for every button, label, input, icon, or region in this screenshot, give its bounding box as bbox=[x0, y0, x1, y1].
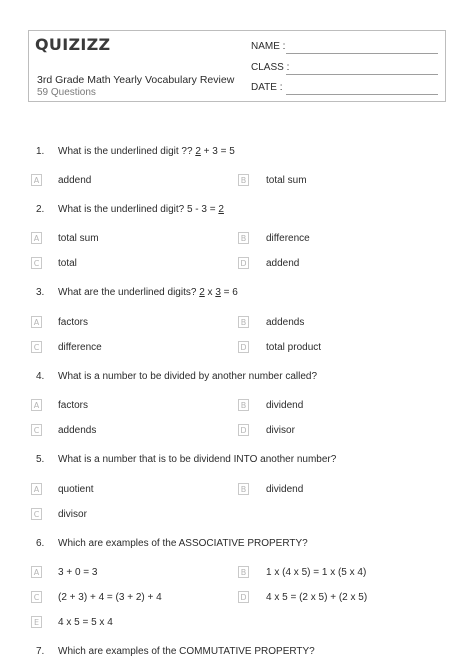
option-text: dividend bbox=[266, 400, 304, 411]
option-text: (2 + 3) + 4 = (3 + 2) + 4 bbox=[58, 592, 162, 603]
option-text: difference bbox=[58, 342, 102, 353]
question-number: 3. bbox=[36, 287, 45, 298]
question-text: What is a number to be divided by another number called? bbox=[58, 371, 318, 382]
option-letter-box[interactable]: B bbox=[238, 566, 249, 578]
class-field[interactable] bbox=[286, 74, 438, 75]
option-text: 4 x 5 = (2 x 5) + (2 x 5) bbox=[266, 592, 368, 603]
option-letter-box[interactable]: B bbox=[238, 174, 249, 186]
option-letter-box[interactable]: B bbox=[238, 483, 249, 495]
question-number: 1. bbox=[36, 146, 45, 157]
question-number: 6. bbox=[36, 538, 45, 549]
option-letter-box[interactable]: E bbox=[31, 616, 42, 628]
question-text: What are the underlined digits? 2 x 3 = 6 bbox=[58, 287, 238, 298]
option-text: difference bbox=[266, 233, 310, 244]
option-letter-box[interactable]: A bbox=[31, 399, 42, 411]
option-letter-box[interactable]: D bbox=[238, 424, 249, 436]
option-letter-box[interactable]: A bbox=[31, 174, 42, 186]
option-text: divisor bbox=[266, 425, 295, 436]
question-number: 4. bbox=[36, 371, 45, 382]
date-field[interactable] bbox=[286, 94, 438, 95]
option-text: dividend bbox=[266, 484, 304, 495]
option-text: factors bbox=[58, 400, 89, 411]
option-letter-box[interactable]: C bbox=[31, 424, 42, 436]
worksheet-title: 3rd Grade Math Yearly Vocabulary Review bbox=[37, 74, 235, 86]
option-text: addends bbox=[266, 317, 305, 328]
option-letter-box[interactable]: B bbox=[238, 232, 249, 244]
question-text: Which are examples of the ASSOCIATIVE PROPERTY? bbox=[58, 538, 308, 549]
option-letter-box[interactable]: A bbox=[31, 566, 42, 578]
option-letter-box[interactable]: D bbox=[238, 257, 249, 269]
name-label: NAME : bbox=[251, 41, 286, 52]
option-text: addends bbox=[58, 425, 97, 436]
question-text: What is the underlined digit? 5 - 3 = 2 bbox=[58, 204, 224, 215]
option-text: 3 + 0 = 3 bbox=[58, 567, 98, 578]
option-text: addend bbox=[266, 258, 300, 269]
date-label: DATE : bbox=[251, 82, 283, 93]
option-letter-box[interactable]: B bbox=[238, 399, 249, 411]
option-text: addend bbox=[58, 175, 92, 186]
option-letter-box[interactable]: A bbox=[31, 232, 42, 244]
quizizz-logo: QUIZIZZ bbox=[35, 35, 111, 54]
question-text: What is a number that is to be dividend INTO another number? bbox=[58, 454, 337, 465]
option-letter-box[interactable]: B bbox=[238, 316, 249, 328]
option-text: total sum bbox=[266, 175, 307, 186]
option-letter-box[interactable]: C bbox=[31, 591, 42, 603]
option-text: 4 x 5 = 5 x 4 bbox=[58, 617, 113, 628]
option-letter-box[interactable]: C bbox=[31, 341, 42, 353]
question-number: 5. bbox=[36, 454, 45, 465]
option-letter-box[interactable]: D bbox=[238, 591, 249, 603]
option-letter-box[interactable]: A bbox=[31, 316, 42, 328]
question-text: What is the underlined digit ?? 2 + 3 = 5 bbox=[58, 146, 235, 157]
option-text: 1 x (4 x 5) = 1 x (5 x 4) bbox=[266, 567, 367, 578]
option-text: total bbox=[58, 258, 77, 269]
class-label: CLASS : bbox=[251, 62, 290, 73]
question-number: 7. bbox=[36, 646, 45, 657]
name-field[interactable] bbox=[286, 53, 438, 54]
option-letter-box[interactable]: D bbox=[238, 341, 249, 353]
question-count: 59 Questions bbox=[37, 87, 96, 98]
option-text: quotient bbox=[58, 484, 94, 495]
question-text: Which are examples of the COMMUTATIVE PROPERTY? bbox=[58, 646, 315, 657]
question-number: 2. bbox=[36, 204, 45, 215]
option-letter-box[interactable]: A bbox=[31, 483, 42, 495]
option-letter-box[interactable]: C bbox=[31, 508, 42, 520]
option-text: factors bbox=[58, 317, 89, 328]
option-text: divisor bbox=[58, 509, 87, 520]
option-letter-box[interactable]: C bbox=[31, 257, 42, 269]
option-text: total sum bbox=[58, 233, 99, 244]
option-text: total product bbox=[266, 342, 322, 353]
